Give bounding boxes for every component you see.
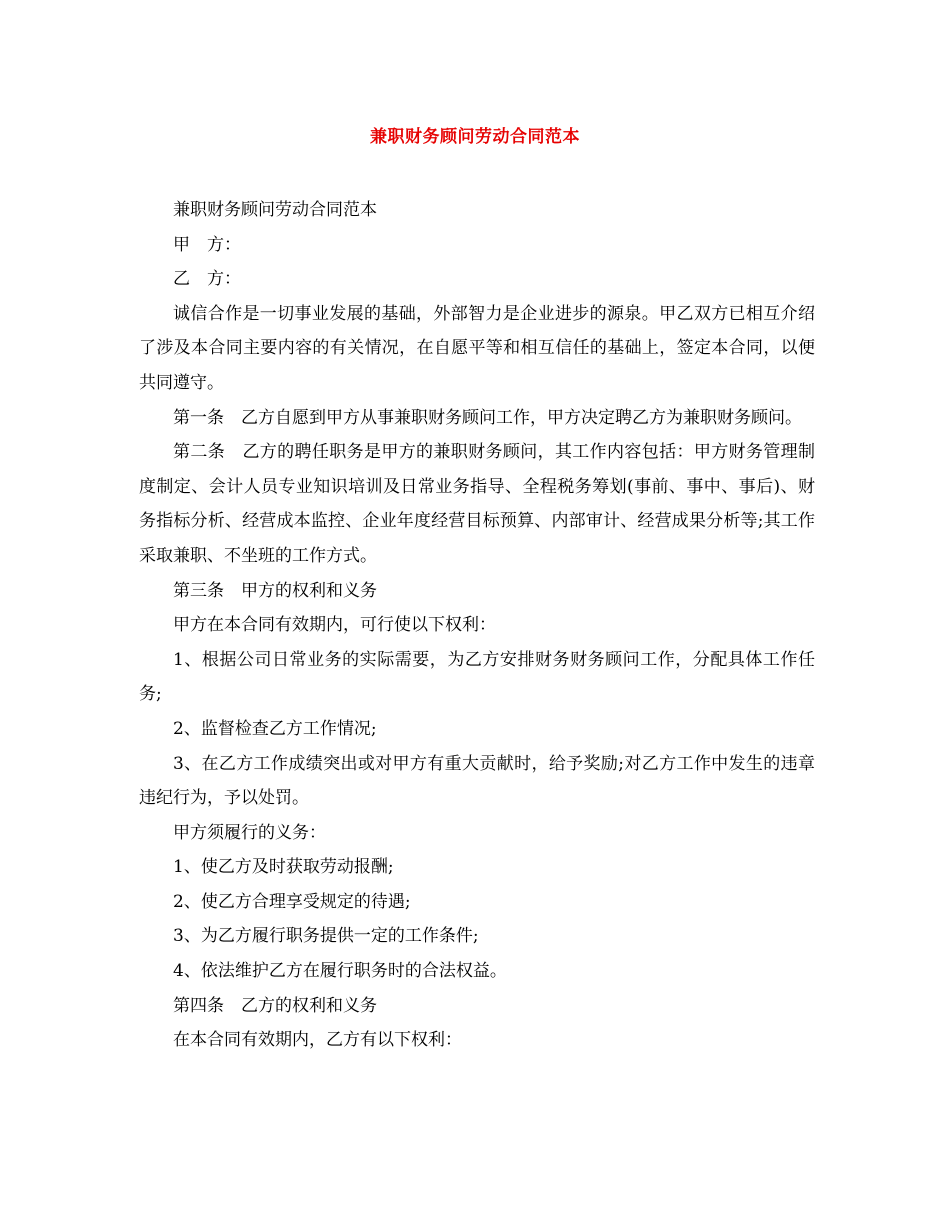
party-a-right-2: 2、监督检查乙方工作情况; xyxy=(173,718,377,739)
party-b-line: 乙 方： xyxy=(173,269,241,290)
preamble-paragraph: 诚信合作是一切事业发展的基础，外部智力是企业进步的源泉。甲乙双方已相互介绍了涉及本合同主要内容的有关情况，在自愿平等和相互信任的基础上，签定本合同，以便共同遵守。 xyxy=(139,303,815,393)
party-a-rights-intro: 甲方在本合同有效期内，可行使以下权利： xyxy=(173,615,496,636)
article-4-heading: 第四条 乙方的权利和义务 xyxy=(173,995,377,1016)
party-a-line: 甲 方： xyxy=(173,234,241,255)
article-2-paragraph: 第二条 乙方的聘任职务是甲方的兼职财务顾问，其工作内容包括：甲方财务管理制度制定、会计人员专业知识培训及日常业务指导、全程税务筹划(事前、事中、事后)、财务指标分析、经营成本监控、企业年度经营目标预算、内部审计、经营成果分析等;其工作采取兼职、不坐班的工作方式。 xyxy=(139,442,815,566)
party-a-duty-3: 3、为乙方履行职务提供一定的工作条件; xyxy=(173,926,479,947)
paragraph-heading: 兼职财务顾问劳动合同范本 xyxy=(173,200,377,220)
document-title: 兼职财务顾问劳动合同范本 xyxy=(370,127,580,147)
article-1-paragraph: 第一条 乙方自愿到甲方从事兼职财务顾问工作，甲方决定聘乙方为兼职财务顾问。 xyxy=(173,407,802,428)
document-body xyxy=(139,193,815,1058)
party-a-right-1: 1、根据公司日常业务的实际需要，为乙方安排财务财务顾问工作，分配具体工作任务; xyxy=(139,649,815,705)
party-a-duty-1: 1、使乙方及时获取劳动报酬; xyxy=(173,857,394,878)
party-a-duty-2: 2、使乙方合理享受规定的待遇; xyxy=(173,891,411,912)
party-a-duties-intro: 甲方须履行的义务： xyxy=(173,822,326,843)
party-a-right-3: 3、在乙方工作成绩突出或对甲方有重大贡献时，给予奖励;对乙方工作中发生的违章违纪行为，予以处罚。 xyxy=(139,753,815,809)
article-3-heading: 第三条 甲方的权利和义务 xyxy=(173,580,377,601)
party-b-rights-intro: 在本合同有效期内，乙方有以下权利： xyxy=(173,1030,462,1051)
party-a-duty-4: 4、依法维护乙方在履行职务时的合法权益。 xyxy=(173,961,507,982)
